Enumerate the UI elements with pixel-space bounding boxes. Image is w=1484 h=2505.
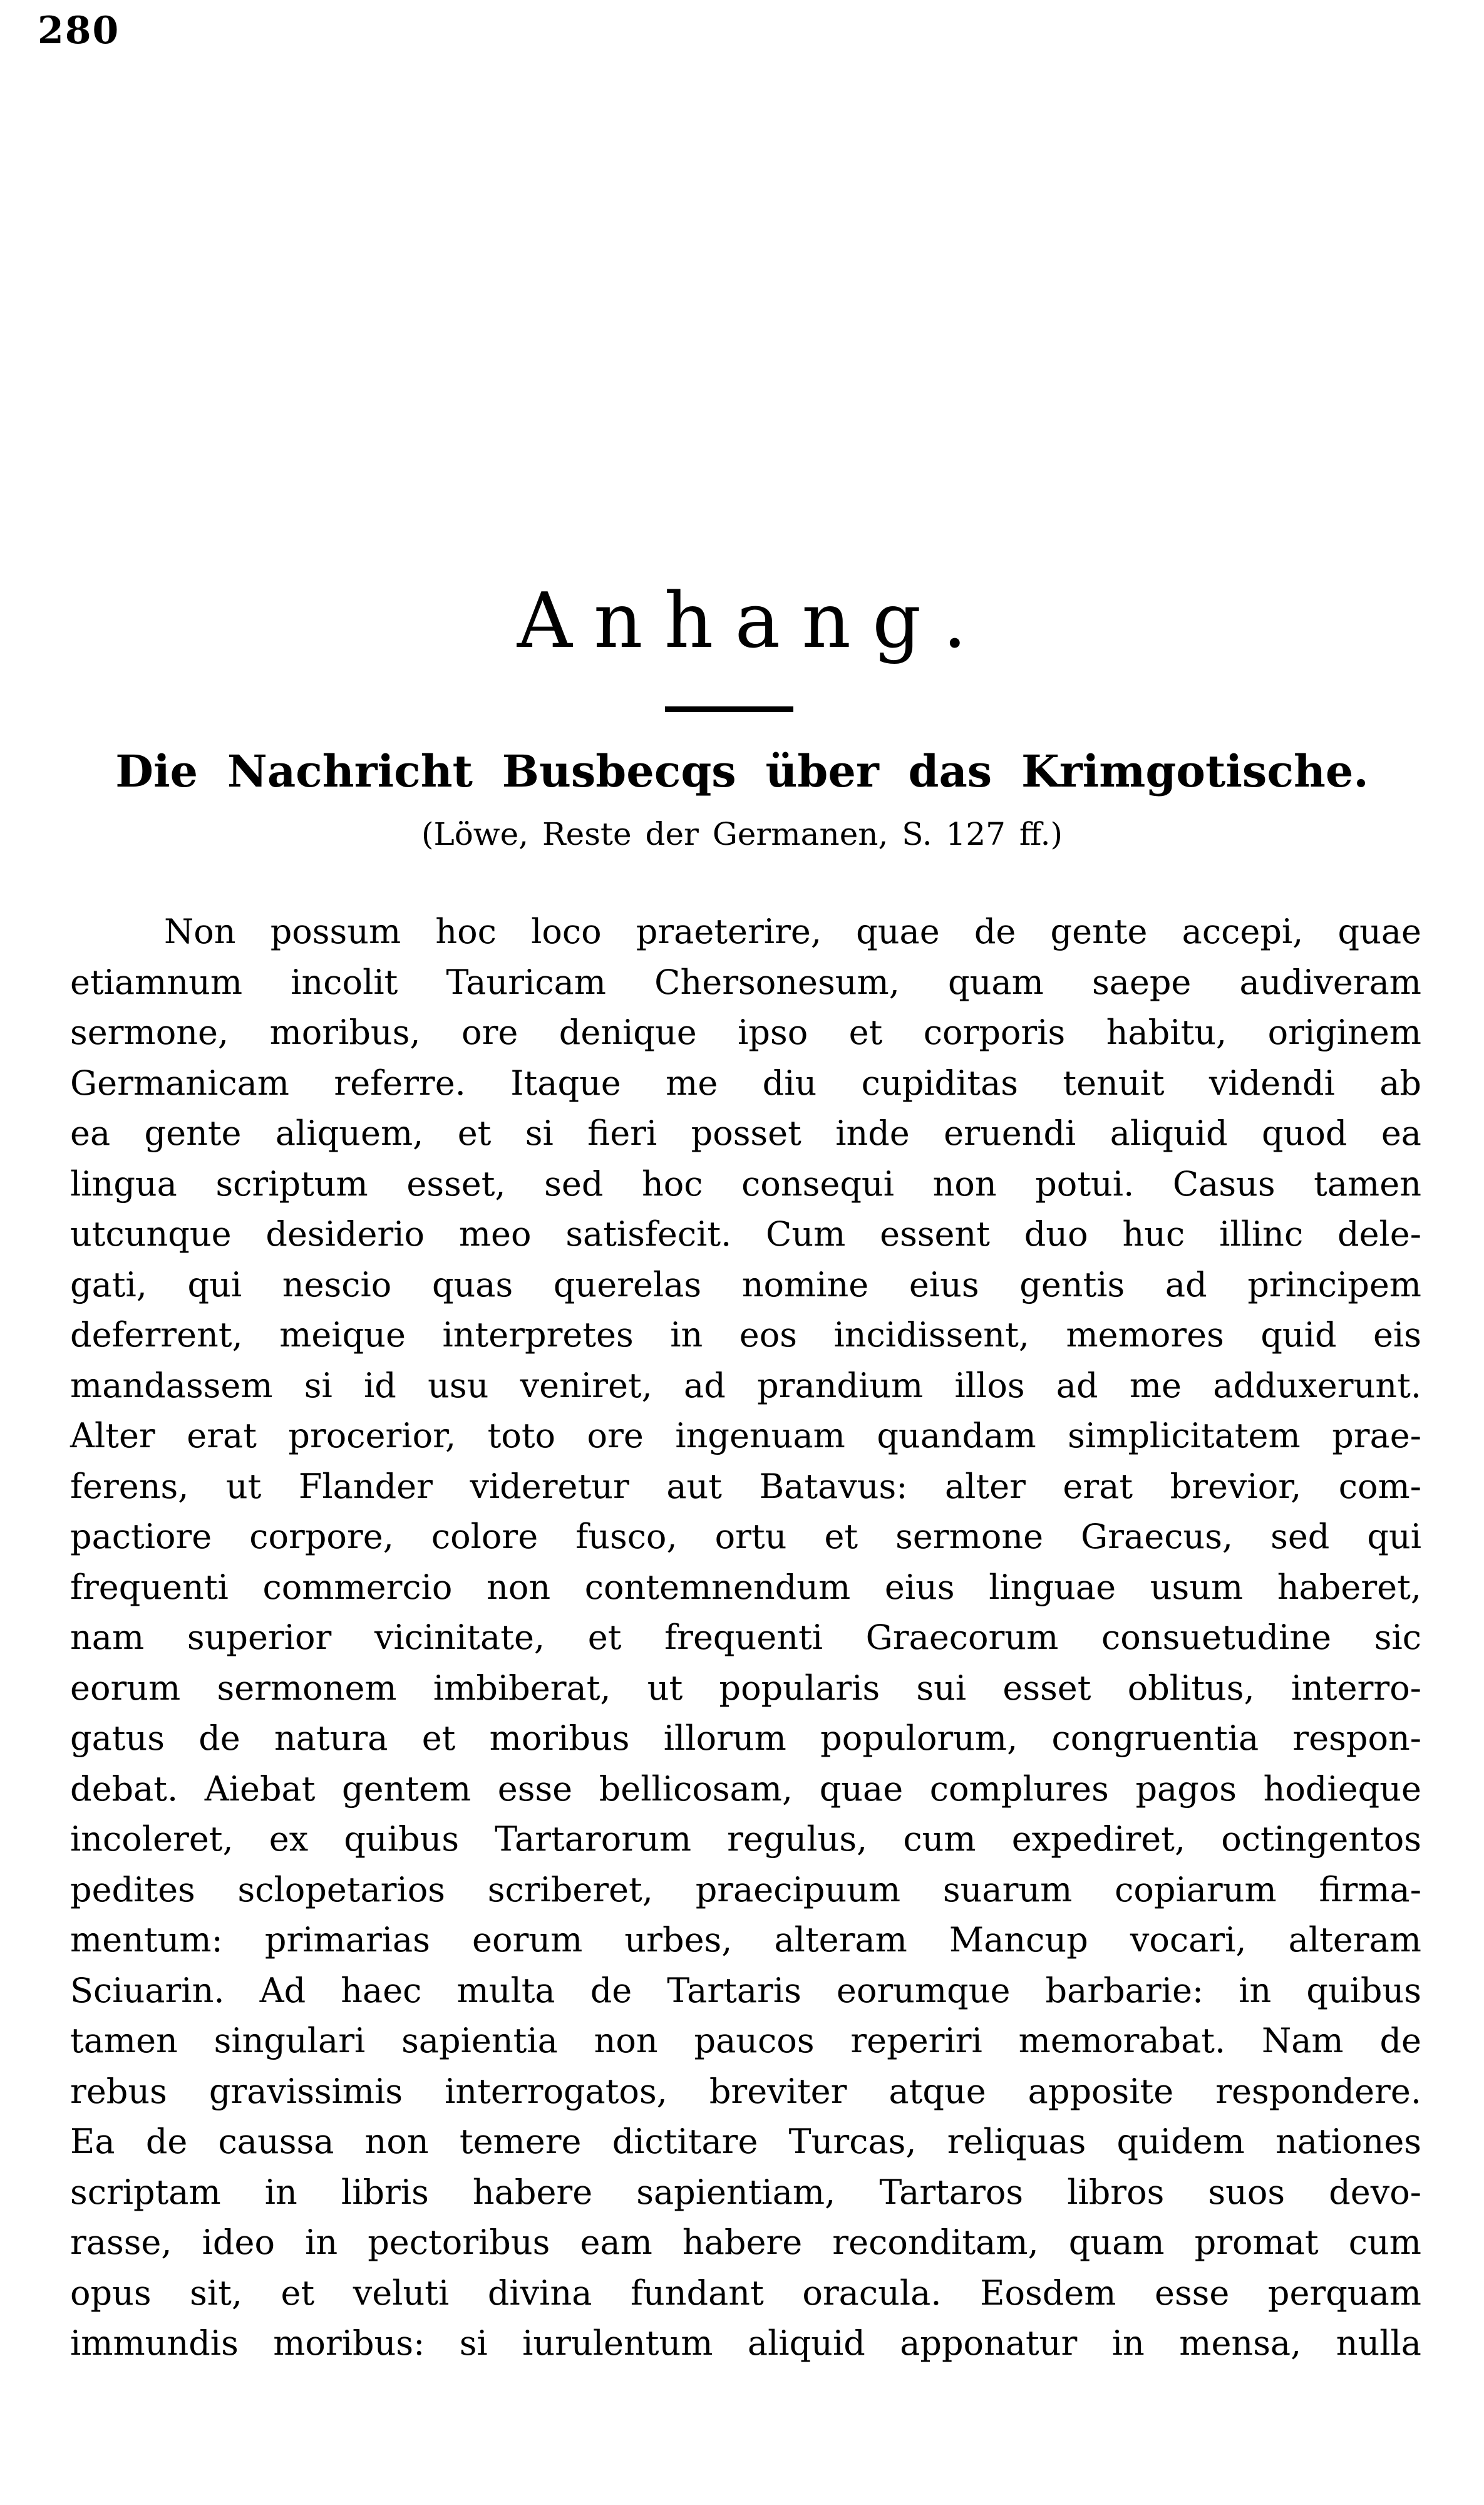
body-line: rebus gravissimis interrogatos, breviter atque apposite respondere.: [70, 2071, 1421, 2111]
body-line: Ea de caussa non temere dictitare Turcas, reliquas quidem nationes: [70, 2122, 1421, 2161]
body-line: frequenti commercio non contemnendum eius linguae usum haberet,: [70, 1567, 1421, 1607]
body-line: pactiore corpore, colore fusco, ortu et sermone Graecus, sed qui: [70, 1517, 1421, 1556]
body-text: [70, 907, 1421, 2369]
section-title: Anhang.: [517, 576, 989, 665]
body-line: tamen singulari sapientia non paucos reperiri memorabat. Nam de: [70, 2021, 1421, 2060]
body-line: Non possum hoc loco praeterire, quae de gente accepi, quae: [164, 912, 1421, 951]
body-line: ea gente aliquem, et si fieri posset inde eruendi aliquid quod ea: [70, 1113, 1421, 1153]
source-note: (Löwe, Reste der Germanen, S. 127 ff.): [421, 816, 1063, 852]
body-line: debat. Aiebat gentem esse bellicosam, quae complures pagos hodieque: [70, 1769, 1421, 1809]
chapter-heading: Die Nachricht Busbecqs über das Krimgotische.: [115, 745, 1369, 797]
title-divider-rule: [665, 706, 793, 712]
body-line: gatus de natura et moribus illorum populorum, congruentia respon-: [70, 1718, 1421, 1758]
body-line: Germanicam referre. Itaque me diu cupiditas tenuit videndi ab: [70, 1063, 1421, 1103]
body-line: utcunque desiderio meo satisfecit. Cum essent duo huc illinc dele-: [70, 1214, 1421, 1254]
body-line: rasse, ideo in pectoribus eam habere reconditam, quam promat cum: [70, 2223, 1421, 2262]
body-line: eorum sermonem imbiberat, ut popularis sui esset oblitus, interro-: [70, 1668, 1421, 1708]
page-number: 280: [38, 9, 120, 53]
body-line: sermone, moribus, ore denique ipso et corporis habitu, originem: [70, 1013, 1421, 1052]
body-line: deferrent, meique interpretes in eos incidissent, memores quid eis: [70, 1315, 1421, 1355]
body-line: pedites sclopetarios scriberet, praecipuum suarum copiarum firma-: [70, 1869, 1421, 1909]
body-line: nam superior vicinitate, et frequenti Graecorum consuetudine sic: [70, 1618, 1421, 1657]
body-line: mentum: primarias eorum urbes, alteram Mancup vocari, alteram: [70, 1920, 1421, 1960]
body-line: immundis moribus: si iurulentum aliquid apponatur in mensa, nulla: [70, 2323, 1421, 2363]
body-line: scriptam in libris habere sapientiam, Tartaros libros suos devo-: [70, 2172, 1421, 2212]
body-line: mandassem si id usu veniret, ad prandium illos ad me adduxerunt.: [70, 1365, 1421, 1405]
body-line: lingua scriptum esset, sed hoc consequi non potui. Casus tamen: [70, 1164, 1421, 1204]
body-line: opus sit, et veluti divina fundant oracula. Eosdem esse perquam: [70, 2273, 1421, 2313]
body-line: incoleret, ex quibus Tartarorum regulus, cum expediret, octingentos: [70, 1819, 1421, 1859]
body-line: etiamnum incolit Tauricam Chersonesum, quam saepe audiveram: [70, 962, 1421, 1002]
body-line: Sciuarin. Ad haec multa de Tartaris eorumque barbarie: in quibus: [70, 1970, 1421, 2010]
body-line: ferens, ut Flander videretur aut Batavus: alter erat brevior, com-: [70, 1466, 1421, 1506]
body-line: gati, qui nescio quas querelas nomine eius gentis ad principem: [70, 1264, 1421, 1304]
body-line: Alter erat procerior, toto ore ingenuam quandam simplicitatem prae-: [70, 1416, 1421, 1455]
